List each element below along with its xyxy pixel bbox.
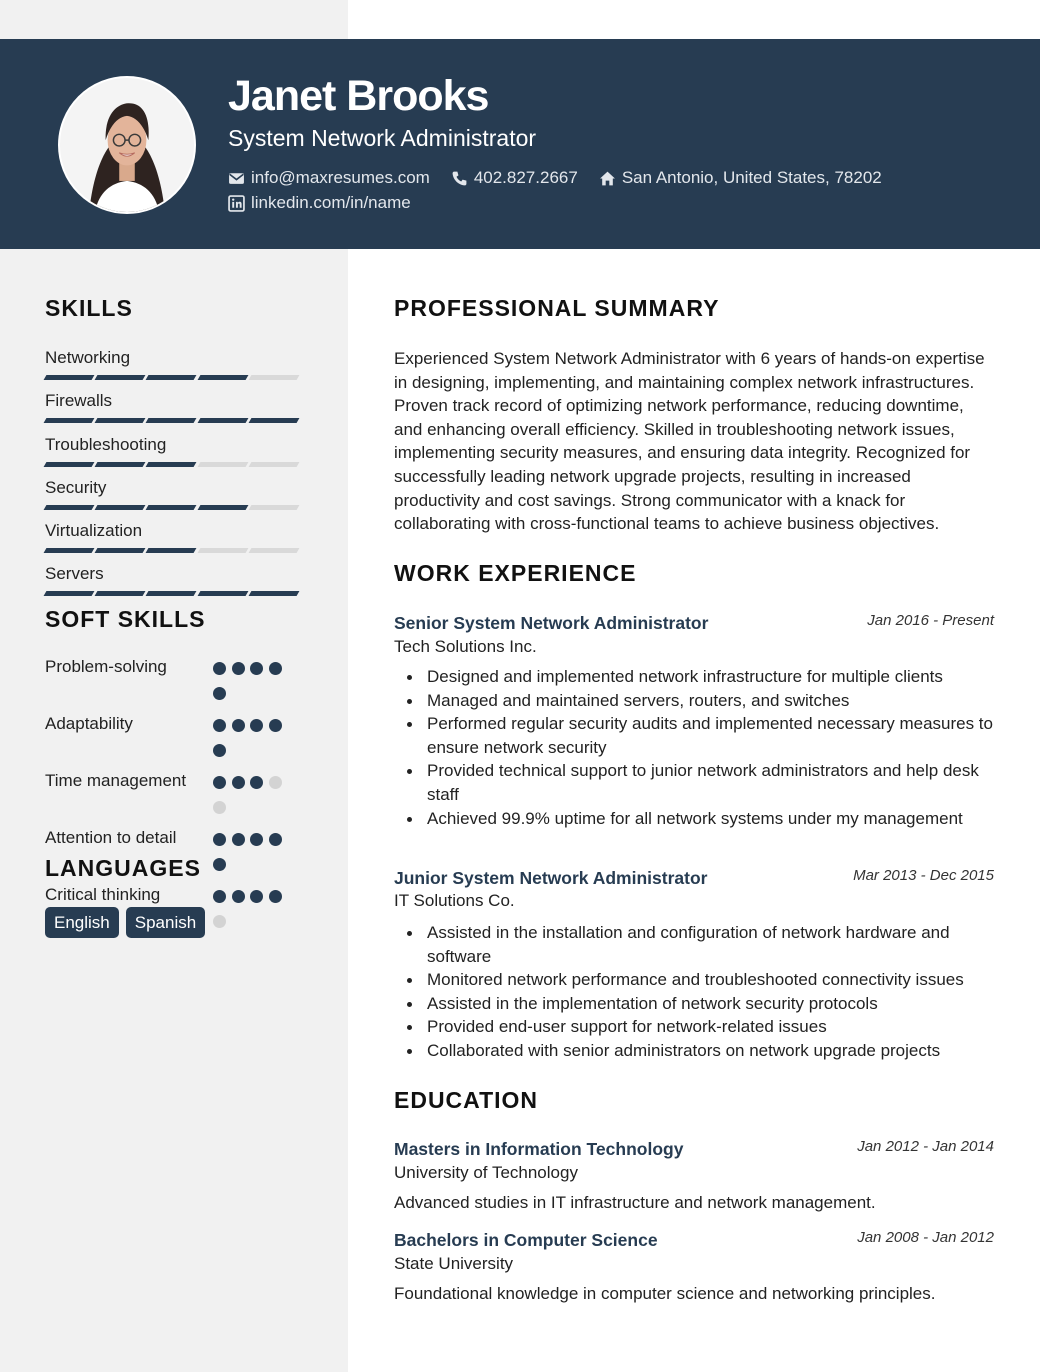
soft-skill-name: Adaptability <box>45 714 133 733</box>
soft-skills-heading: SOFT SKILLS <box>45 606 206 632</box>
soft-skill-item <box>45 712 305 769</box>
skill-level-segment <box>248 418 299 423</box>
experience-heading: WORK EXPERIENCE <box>394 560 637 586</box>
job-bullets <box>406 665 996 830</box>
rating-dot <box>250 833 263 846</box>
candidate-title: System Network Administrator <box>228 125 537 151</box>
education-dates: Jan 2012 - Jan 2014 <box>857 1138 994 1155</box>
rating-dot <box>269 662 282 675</box>
school-name: State University <box>394 1254 514 1273</box>
skill-level-segment <box>95 505 146 510</box>
rating-dot <box>232 776 245 789</box>
skill-level-segment <box>197 505 248 510</box>
rating-dot <box>213 915 226 928</box>
summary-text: Experienced System Network Administrator with 6 years of hands-on expertise in designing, implementing, and maintaining complex network infrastructures. Proven track record of optimizing network performance, reducing downtime, and enhancing overall efficiency. Skilled in troubleshooting network issues, implementing security measures, and ensuring data integrity. Recognized for successfully leading network upgrade projects, resulting in increased productivity and cost savings. Strong communicator with a knack for collaborating with cross-functional teams to achieve business objectives. <box>394 349 985 534</box>
skill-level-segment <box>197 375 248 380</box>
linkedin-icon <box>228 195 245 212</box>
education-description: Foundational knowledge in computer science and networking principles. <box>394 1284 936 1303</box>
skill-name: Firewalls <box>45 391 113 411</box>
languages-heading: LANGUAGES <box>45 855 201 881</box>
summary-heading: PROFESSIONAL SUMMARY <box>394 295 720 321</box>
soft-skill-name: Attention to detail <box>45 828 177 847</box>
rating-dot <box>269 776 282 789</box>
skill-level-bar <box>45 548 305 553</box>
job-company: Tech Solutions Inc. <box>394 637 537 656</box>
list-item: Collaborated with senior administrators on network upgrade projects <box>406 1039 996 1063</box>
skill-level-segment <box>44 548 95 553</box>
soft-skill-rating <box>213 655 288 712</box>
list-item: Achieved 99.9% uptime for all network systems under my management <box>406 807 996 831</box>
soft-skill-name: Critical thinking <box>45 885 161 904</box>
location-text: San Antonio, United States, 78202 <box>621 168 882 187</box>
skill-level-segment <box>95 418 146 423</box>
phone-text: 402.827.2667 <box>473 168 578 187</box>
skill-item <box>45 518 305 561</box>
skill-level-segment <box>146 591 197 596</box>
education-description: Advanced studies in IT infrastructure and network management. <box>394 1193 876 1212</box>
languages-list <box>45 907 212 938</box>
skill-item <box>45 432 305 475</box>
rating-dot <box>213 833 226 846</box>
resume-header <box>0 39 1040 249</box>
skill-level-segment <box>44 462 95 467</box>
skill-level-segment <box>197 548 248 553</box>
skill-level-segment <box>248 548 299 553</box>
list-item: Performed regular security audits and implemented necessary measures to ensure network security <box>406 712 996 759</box>
envelope-icon <box>228 170 245 187</box>
job-dates: Mar 2013 - Dec 2015 <box>853 867 994 884</box>
profile-photo <box>58 76 196 214</box>
skill-level-segment <box>146 505 197 510</box>
skill-level-segment <box>248 375 299 380</box>
skill-name: Troubleshooting <box>45 434 167 454</box>
candidate-name: Janet Brooks <box>228 72 489 120</box>
degree-title: Bachelors in Computer Science <box>394 1230 658 1250</box>
skill-item <box>45 388 305 431</box>
rating-dot <box>213 744 226 757</box>
linkedin-text: linkedin.com/in/name <box>251 193 411 212</box>
rating-dot <box>269 890 282 903</box>
skill-item <box>45 561 305 604</box>
skill-level-segment <box>44 418 95 423</box>
degree-title: Masters in Information Technology <box>394 1139 684 1159</box>
list-item: Provided technical support to junior network administrators and help desk staff <box>406 759 996 806</box>
rating-dot <box>232 662 245 675</box>
soft-skills-list <box>45 655 305 940</box>
skills-list <box>45 345 305 605</box>
skill-name: Networking <box>45 348 131 367</box>
job-bullets <box>406 921 996 1063</box>
rating-dot <box>213 662 226 675</box>
soft-skill-rating <box>213 883 288 940</box>
list-item: Monitored network performance and troubleshooted connectivity issues <box>406 968 996 992</box>
rating-dot <box>232 890 245 903</box>
skill-level-segment <box>44 375 95 380</box>
phone-icon <box>451 170 468 187</box>
skill-level-segment <box>248 462 299 467</box>
rating-dot <box>213 719 226 732</box>
list-item: Designed and implemented network infrastructure for multiple clients <box>406 665 996 689</box>
contact-phone[interactable] <box>451 168 578 188</box>
skill-item <box>45 475 305 518</box>
rating-dot <box>232 833 245 846</box>
skill-level-segment <box>44 591 95 596</box>
skill-level-segment <box>95 548 146 553</box>
soft-skill-rating <box>213 826 288 883</box>
skill-level-segment <box>248 591 299 596</box>
soft-skill-rating <box>213 769 288 826</box>
rating-dot <box>213 858 226 871</box>
skill-item <box>45 345 305 388</box>
skill-level-bar <box>45 591 305 596</box>
avatar-illustration <box>60 78 194 212</box>
rating-dot <box>213 801 226 814</box>
job-role: Junior System Network Administrator <box>394 868 708 888</box>
skill-level-segment <box>197 591 248 596</box>
home-icon <box>599 170 616 187</box>
skill-level-segment <box>146 462 197 467</box>
rating-dot <box>213 890 226 903</box>
rating-dot <box>232 719 245 732</box>
skill-level-bar <box>45 462 305 467</box>
skill-level-segment <box>95 462 146 467</box>
rating-dot <box>213 776 226 789</box>
contact-location <box>599 168 882 188</box>
skill-level-segment <box>95 591 146 596</box>
job-dates: Jan 2016 - Present <box>867 612 994 629</box>
email-text: info@maxresumes.com <box>251 168 430 187</box>
contact-row <box>228 167 903 189</box>
skill-level-segment <box>146 548 197 553</box>
skill-level-segment <box>248 505 299 510</box>
language-badge: English <box>45 907 119 938</box>
soft-skill-rating <box>213 712 288 769</box>
skill-level-segment <box>197 462 248 467</box>
skill-level-bar <box>45 375 305 380</box>
education-heading: EDUCATION <box>394 1087 539 1113</box>
rating-dot <box>250 776 263 789</box>
soft-skill-name: Time management <box>45 771 187 790</box>
contact-email[interactable] <box>228 168 430 188</box>
skill-name: Virtualization <box>45 521 143 541</box>
skill-level-segment <box>146 375 197 380</box>
skill-level-segment <box>197 418 248 423</box>
job-company: IT Solutions Co. <box>394 891 515 910</box>
skills-heading: SKILLS <box>45 295 133 321</box>
list-item: Assisted in the implementation of network security protocols <box>406 992 996 1016</box>
education-dates: Jan 2008 - Jan 2012 <box>857 1229 994 1246</box>
skill-level-bar <box>45 418 305 423</box>
list-item: Provided end-user support for network-related issues <box>406 1015 996 1039</box>
soft-skill-item <box>45 769 305 826</box>
school-name: University of Technology <box>394 1163 578 1182</box>
skill-level-segment <box>146 418 197 423</box>
rating-dot <box>269 719 282 732</box>
rating-dot <box>250 662 263 675</box>
skill-name: Servers <box>45 564 104 584</box>
rating-dot <box>213 687 226 700</box>
list-item: Assisted in the installation and configuration of network hardware and software <box>406 921 996 968</box>
contact-row <box>228 192 432 214</box>
rating-dot <box>250 890 263 903</box>
soft-skill-name: Problem-solving <box>45 657 167 676</box>
list-item: Managed and maintained servers, routers, and switches <box>406 689 996 713</box>
skill-level-segment <box>95 375 146 380</box>
language-badge: Spanish <box>126 907 205 938</box>
rating-dot <box>250 719 263 732</box>
job-role: Senior System Network Administrator <box>394 613 709 633</box>
rating-dot <box>269 833 282 846</box>
contact-linkedin[interactable] <box>228 193 411 213</box>
soft-skill-item <box>45 655 305 712</box>
skill-level-bar <box>45 505 305 510</box>
skill-level-segment <box>44 505 95 510</box>
skill-name: Security <box>45 477 107 497</box>
